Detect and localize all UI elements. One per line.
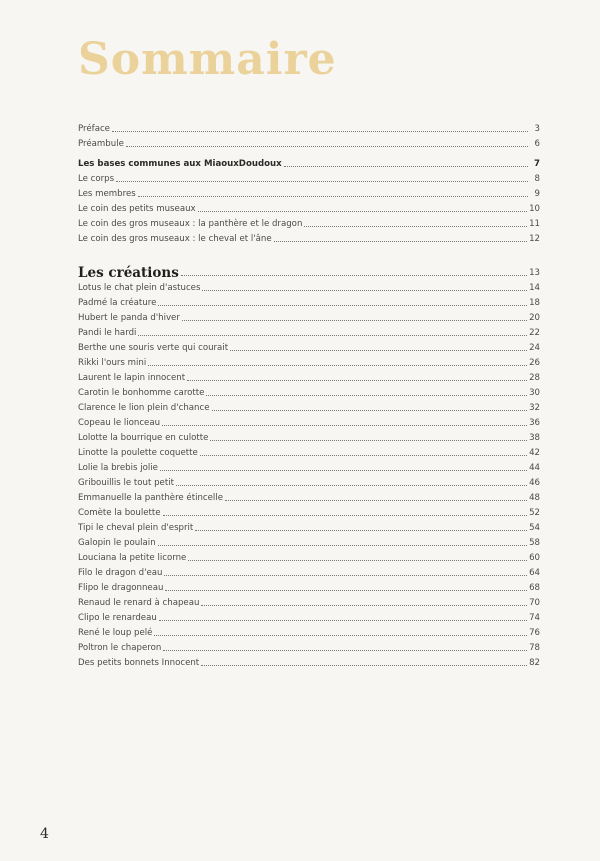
toc-entry-label: Comète la boulette	[78, 508, 161, 518]
toc-entry-page: 30	[529, 388, 540, 398]
toc-entry	[78, 279, 540, 294]
toc-entry-page: 46	[529, 478, 540, 488]
toc-leader	[201, 665, 527, 666]
toc-entry-label: Les créations	[78, 265, 179, 281]
toc-entry-label: Le coin des petits museaux	[78, 204, 196, 214]
toc-leader	[212, 410, 528, 411]
toc-entry-page: 26	[529, 358, 540, 368]
toc-entry-label: Gribouillis le tout petit	[78, 478, 174, 488]
toc-entry-label: Le coin des gros museaux : le cheval et l'âne	[78, 234, 272, 244]
toc-entry-page: 6	[534, 139, 540, 149]
toc-entry	[78, 534, 540, 549]
toc-entry-page: 42	[529, 448, 540, 458]
toc-leader	[201, 605, 527, 606]
toc-entry	[78, 185, 540, 200]
toc-leader	[304, 226, 527, 227]
toc-entry-page: 9	[534, 189, 540, 199]
toc-entry-page: 64	[529, 568, 540, 578]
toc-leader	[176, 485, 527, 486]
toc-entry-page: 44	[529, 463, 540, 473]
toc-entry	[78, 489, 540, 504]
toc-leader	[195, 530, 527, 531]
toc-entry-page: 18	[529, 298, 540, 308]
toc-entry-page: 11	[529, 219, 540, 229]
toc-entry-page: 58	[529, 538, 540, 548]
toc-leader	[126, 146, 528, 147]
toc-entry-page: 10	[529, 204, 540, 214]
toc-entry-label: Copeau le lionceau	[78, 418, 161, 428]
toc-entry-label: Carotin le bonhomme carotte	[78, 388, 205, 398]
toc-leader	[162, 425, 527, 426]
toc-entry-label: Lotus le chat plein d'astuces	[78, 283, 201, 293]
toc-section-heading	[78, 260, 540, 279]
toc-entry	[78, 639, 540, 654]
toc-entry	[78, 609, 540, 624]
toc-entry-label: Galopin le poulain	[78, 538, 156, 548]
toc-entry-label: Préambule	[78, 139, 124, 149]
toc-leader	[284, 166, 528, 167]
toc-entry	[78, 579, 540, 594]
toc-bases	[78, 155, 540, 245]
toc-leader	[148, 365, 527, 366]
toc-leader	[138, 335, 527, 336]
toc-entry-page: 38	[529, 433, 540, 443]
toc-entry	[78, 474, 540, 489]
toc-entry-label: Les bases communes aux MiaouxDoudoux	[78, 159, 282, 169]
toc-entry	[78, 459, 540, 474]
toc-leader	[230, 350, 527, 351]
toc-creations	[78, 260, 540, 669]
toc-leader	[181, 275, 527, 276]
toc-entry-label: René le loup pelé	[78, 628, 153, 638]
toc-entry	[78, 369, 540, 384]
toc-entry-label: Filo le dragon d'eau	[78, 568, 163, 578]
toc-entry-page: 60	[529, 553, 540, 563]
toc-entry-label: Louciana la petite licorne	[78, 553, 187, 563]
toc-entry	[78, 135, 540, 150]
toc-leader	[200, 455, 527, 456]
toc-entry-page: 48	[529, 493, 540, 503]
toc-entry-page: 36	[529, 418, 540, 428]
toc-entry-page: 20	[529, 313, 540, 323]
toc-entry	[78, 200, 540, 215]
toc-entry	[78, 624, 540, 639]
toc-leader	[210, 440, 527, 441]
toc-entry-label: Pandi le hardi	[78, 328, 137, 338]
toc-entry-label: Emmanuelle la panthère étincelle	[78, 493, 223, 503]
toc-entry	[78, 429, 540, 444]
toc-entry-page: 28	[529, 373, 540, 383]
toc-entry	[78, 594, 540, 609]
toc-entry	[78, 339, 540, 354]
toc-entry-label: Renaud le renard à chapeau	[78, 598, 200, 608]
toc-leader	[165, 590, 527, 591]
toc-leader	[116, 181, 528, 182]
toc-entry-page: 22	[529, 328, 540, 338]
toc-entry-label: Tipi le cheval plein d'esprit	[78, 523, 194, 533]
toc-entry-page: 14	[529, 283, 540, 293]
toc-entry	[78, 230, 540, 245]
toc-entry-page: 8	[534, 174, 540, 184]
toc-entry-label: Rikki l'ours mini	[78, 358, 147, 368]
toc-entry-page: 24	[529, 343, 540, 353]
toc-leader	[159, 620, 527, 621]
toc-entry	[78, 324, 540, 339]
toc-entry	[78, 654, 540, 669]
toc-leader	[198, 211, 527, 212]
toc-entry-label: Padmé la créature	[78, 298, 157, 308]
toc-entry-page: 54	[529, 523, 540, 533]
toc-entry-label: Lolotte la bourrique en culotte	[78, 433, 209, 443]
toc-entry-label: Les membres	[78, 189, 136, 199]
toc-entry-label: Berthe une souris verte qui courait	[78, 343, 229, 353]
toc-entry	[78, 504, 540, 519]
toc-entry	[78, 399, 540, 414]
toc-entry-page: 3	[534, 124, 540, 134]
toc-entry	[78, 215, 540, 230]
toc-entry-label: Laurent le lapin innocent	[78, 373, 186, 383]
toc-entry-label: Hubert le panda d'hiver	[78, 313, 180, 323]
toc-leader	[112, 131, 528, 132]
toc-leader	[206, 395, 527, 396]
toc-entry-label: Poltron le chaperon	[78, 643, 162, 653]
toc-entry-label: Le corps	[78, 174, 115, 184]
toc-entry	[78, 120, 540, 135]
toc-entry-page: 74	[529, 613, 540, 623]
toc-leader	[158, 545, 527, 546]
toc-leader	[188, 560, 527, 561]
toc-entry	[78, 414, 540, 429]
toc-entry-label: Clarence le lion plein d'chance	[78, 403, 210, 413]
toc-entry	[78, 170, 540, 185]
toc-entry	[78, 549, 540, 564]
toc-entry-page: 13	[529, 268, 540, 278]
page-number: 4	[40, 826, 49, 842]
toc-entry-label: Préface	[78, 124, 110, 134]
toc-entry-page: 68	[529, 583, 540, 593]
toc-leader	[182, 320, 527, 321]
toc-leader	[160, 470, 527, 471]
toc-leader	[202, 290, 527, 291]
page-title: Sommaire	[78, 34, 337, 85]
toc-leader	[154, 635, 527, 636]
toc-entry-page: 82	[529, 658, 540, 668]
toc-section-heading	[78, 155, 540, 170]
toc-entry	[78, 294, 540, 309]
toc-entry-page: 32	[529, 403, 540, 413]
toc-entry-page: 78	[529, 643, 540, 653]
toc-leader	[225, 500, 527, 501]
toc-leader	[274, 241, 527, 242]
toc-entry-label: Lolie la brebis jolie	[78, 463, 158, 473]
toc-leader	[164, 575, 527, 576]
toc-entry-label: Flipo le dragonneau	[78, 583, 164, 593]
toc-entry	[78, 354, 540, 369]
toc-entry-page: 76	[529, 628, 540, 638]
toc-entry	[78, 384, 540, 399]
toc-entry-page: 52	[529, 508, 540, 518]
toc-entry	[78, 444, 540, 459]
toc-entry	[78, 564, 540, 579]
toc-leader	[138, 196, 528, 197]
toc-entry	[78, 519, 540, 534]
toc-entry-label: Clipo le renardeau	[78, 613, 157, 623]
toc-leader	[158, 305, 527, 306]
toc-entry-page: 70	[529, 598, 540, 608]
toc-leader	[163, 515, 528, 516]
toc-leader	[187, 380, 527, 381]
toc-leader	[163, 650, 527, 651]
toc-entry-label: Le coin des gros museaux : la panthère et le dragon	[78, 219, 303, 229]
toc-entry-page: 7	[534, 159, 540, 169]
toc-entry-page: 12	[529, 234, 540, 244]
toc-entry	[78, 309, 540, 324]
toc-entry-label: Linotte la poulette coquette	[78, 448, 198, 458]
toc-intro	[78, 120, 540, 150]
toc-entry-label: Des petits bonnets Innocent	[78, 658, 200, 668]
